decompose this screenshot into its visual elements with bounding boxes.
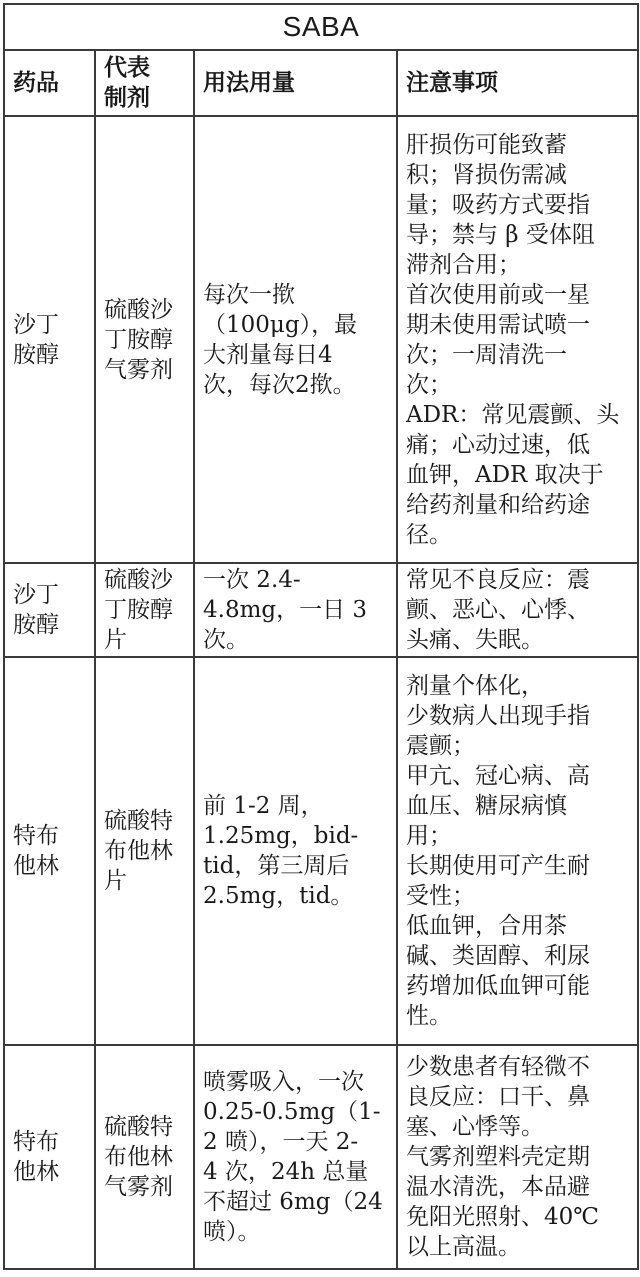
- cell-notes: [397, 116, 638, 563]
- note-line: 免阳光照射、40℃: [406, 1204, 599, 1230]
- note-line: 痛；心动过速，低: [406, 431, 590, 458]
- table-row: [4, 1045, 638, 1269]
- note-line: 药增加低血钾可能: [406, 973, 590, 999]
- cell-drug: 特布 他林: [4, 1045, 95, 1269]
- note-line: 头痛、失眠。: [406, 627, 544, 653]
- note-line: 期未使用需试喷一: [406, 311, 590, 338]
- note-line: 血压、糖尿病慎: [406, 793, 567, 819]
- note-line: 碱、类固醇、利尿: [406, 943, 590, 969]
- cell-dosage: 喷雾吸入，一次 0.25-0.5mg（1- 2 喷），一天 2- 4 次，24h 总量 不超过 6mg（24 喷）。: [194, 1045, 397, 1269]
- cell-notes: [397, 1045, 638, 1269]
- saba-drug-table: [3, 3, 639, 1270]
- note-line: 温水清洗，本品避: [406, 1174, 590, 1200]
- cell-notes: [397, 563, 638, 657]
- note-line: 良反应：口干、鼻: [406, 1084, 590, 1110]
- note-line: 首次使用前或一星: [406, 281, 590, 308]
- cell-drug: 沙丁 胺醇: [4, 116, 95, 563]
- cell-dosage: 一次 2.4- 4.8mg，一日 3 次。: [194, 563, 397, 657]
- note-line: 滞剂合用；: [406, 251, 521, 278]
- cell-preparation: 硫酸特 布他林 气雾剂: [95, 1045, 194, 1269]
- note-line: 径。: [406, 521, 452, 548]
- note-line: 长期使用可产生耐: [406, 853, 590, 879]
- table-header-row: [4, 50, 638, 116]
- header-notes: 注意事项: [397, 50, 638, 116]
- note-line: 剂量个体化，: [406, 673, 544, 699]
- header-dosage: 用法用量: [194, 50, 397, 116]
- note-line: 性。: [406, 1003, 452, 1029]
- note-line: 常见不良反应：震: [406, 567, 590, 593]
- note-line: ADR：常见震颤、头: [406, 401, 620, 428]
- cell-dosage: 每次一揿 （100μg），最 大剂量每日4 次，每次2揿。: [194, 116, 397, 563]
- cell-dosage: 前 1-2 周， 1.25mg，bid- tid，第三周后 2.5mg，tid。: [194, 657, 397, 1045]
- note-line: 血钾，ADR 取决于: [406, 461, 604, 488]
- note-line: 甲亢、冠心病、高: [406, 763, 590, 789]
- header-drug: 药品: [4, 50, 95, 116]
- note-line: 用；: [406, 823, 452, 849]
- note-line: 积；肾损伤需减: [406, 161, 567, 188]
- header-preparation: 代表 制剂: [95, 50, 194, 116]
- note-line: 低血钾，合用茶: [406, 913, 567, 939]
- note-line: 受性；: [406, 883, 475, 909]
- table-row: [4, 116, 638, 563]
- note-line: 量；吸药方式要指: [406, 191, 590, 218]
- cell-preparation: 硫酸沙 丁胺醇 气雾剂: [95, 116, 194, 563]
- cell-preparation: 硫酸沙 丁胺醇 片: [95, 563, 194, 657]
- cell-drug: 特布 他林: [4, 657, 95, 1045]
- note-line: 给药剂量和给药途: [406, 491, 590, 518]
- note-line: 震颤；: [406, 733, 475, 759]
- cell-notes: [397, 657, 638, 1045]
- note-line: 次；一周清洗一: [406, 341, 567, 368]
- note-line: 肝损伤可能致蓄: [406, 131, 567, 158]
- note-line: 导；禁与 β 受体阻: [406, 221, 595, 248]
- note-line: 气雾剂塑料壳定期: [406, 1144, 590, 1170]
- note-line: 颤、恶心、心悸、: [406, 597, 590, 623]
- note-line: 次；: [406, 371, 452, 398]
- note-line: 塞、心悸等。: [406, 1114, 544, 1140]
- table-title-row: [4, 4, 638, 50]
- table-title: SABA: [4, 4, 638, 50]
- table-row: [4, 657, 638, 1045]
- cell-preparation: 硫酸特 布他林 片: [95, 657, 194, 1045]
- note-line: 少数病人出现手指: [406, 703, 590, 729]
- cell-drug: 沙丁 胺醇: [4, 563, 95, 657]
- note-line: 少数患者有轻微不: [406, 1054, 590, 1080]
- note-line: 以上高温。: [406, 1234, 521, 1260]
- table-row: [4, 563, 638, 657]
